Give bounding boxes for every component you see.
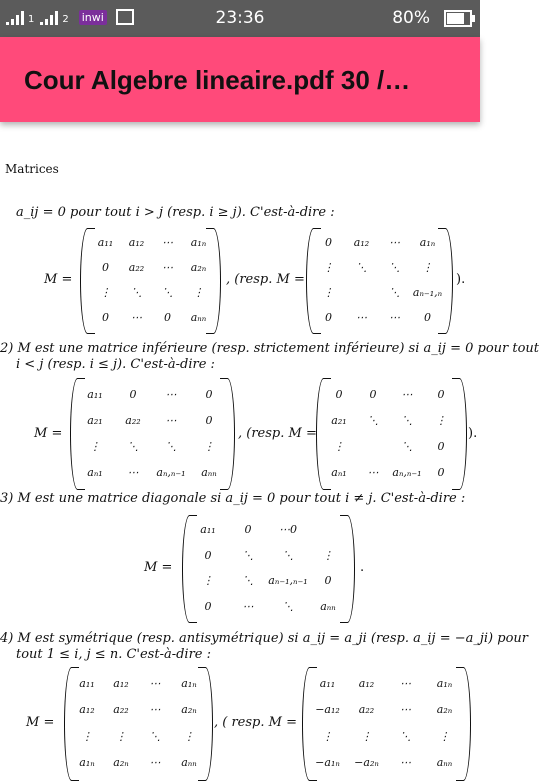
matrix-entry: −a₁ₙ — [315, 756, 340, 770]
matrix-strict-lower — [322, 381, 458, 485]
text-line: a_ij = 0 pour tout i > j (resp. i ≥ j). C'est-à-dire : — [16, 205, 335, 220]
pdf-page[interactable] — [0, 125, 539, 780]
matrix-entry: 0 — [102, 311, 109, 324]
matrix-entry: aₙₙ — [320, 599, 336, 613]
text-line: tout 1 ≤ i, j ≤ n. C'est-à-dire : — [16, 647, 211, 662]
matrix-entry: a₂₁ — [331, 413, 347, 427]
matrix-entry: ⋮ — [322, 548, 334, 562]
matrix-entry: a₁ₙ — [190, 236, 207, 249]
matrix-entry: aₙ,ₙ₋₁ — [392, 465, 422, 479]
matrix-entry: ⋮ — [183, 729, 195, 743]
matrix-entry: a₂ₙ — [190, 261, 207, 274]
matrix-entry: 0 — [325, 311, 332, 324]
close-paren: ). — [456, 272, 466, 287]
app-bar — [0, 37, 480, 122]
matrix-upper — [90, 230, 214, 330]
matrix-entry: ⋱ — [127, 439, 139, 453]
matrix-entry: aₙ₁ — [331, 465, 347, 479]
matrix-entry: ⋮ — [100, 286, 111, 299]
section-heading: Matrices — [5, 162, 59, 176]
text-line: 2) M est une matrice inférieure (resp. strictement inférieure) si a_ij = 0 pour tout — [0, 341, 539, 356]
matrix-entry: aₙₙ — [190, 311, 207, 324]
matrix-entry: 0 — [437, 439, 445, 453]
matrix-entry: 0 — [205, 413, 213, 427]
matrix-entry: ⋯ — [367, 465, 379, 479]
matrix-entry: 0 — [437, 387, 445, 401]
period: . — [360, 560, 365, 575]
matrix-entry: ⋯0 — [279, 523, 297, 537]
matrix-entry: ⋱ — [165, 439, 177, 453]
matrix-label: M = — [144, 560, 173, 575]
matrix-entry: −a₁₂ — [315, 703, 340, 717]
right-paren — [206, 228, 221, 334]
matrix-label: M = — [44, 272, 73, 287]
matrix-entry: ⋯ — [149, 676, 161, 690]
matrix-entry: 0 — [244, 523, 252, 537]
battery-icon — [444, 10, 472, 27]
matrix-entry: ⋱ — [401, 439, 413, 453]
matrix-entry: ⋱ — [401, 413, 413, 427]
matrix-entry: ⋯ — [389, 236, 400, 249]
matrix-entry: a₂ₙ — [436, 703, 453, 717]
matrix-entry: ⋯ — [165, 413, 177, 427]
matrix-entry: a₁ₙ — [419, 236, 436, 249]
matrix-entry: a₁₁ — [87, 387, 103, 401]
matrix-entry: ⋱ — [389, 261, 400, 274]
matrix-entry: ⋯ — [162, 261, 173, 274]
matrix-entry: ⋯ — [400, 676, 411, 690]
matrix-entry: a₁₂ — [358, 676, 375, 690]
matrix-diagonal — [188, 517, 348, 619]
matrix-entry: aₙ₋₁,ₙ₋₁ — [268, 574, 308, 588]
matrix-entry: ⋱ — [389, 286, 400, 299]
matrix-entry: ⋮ — [333, 439, 345, 453]
matrix-entry: 0 — [102, 261, 109, 274]
matrix-entry: ⋯ — [401, 387, 413, 401]
matrix-antisymmetric — [308, 670, 464, 776]
matrix-entry: aₙ,ₙ₋₁ — [156, 465, 186, 479]
matrix-entry: ⋮ — [439, 729, 450, 743]
matrix-entry: ⋱ — [162, 286, 173, 299]
matrix-entry: aₙ₋₁,ₙ — [412, 286, 443, 299]
text-line: 3) M est une matrice diagonale si a_ij = 0 pour tout i ≠ j. C'est-à-dire : — [0, 491, 466, 506]
matrix-entry: a₁₁ — [200, 523, 216, 537]
matrix-entry: ⋮ — [193, 286, 204, 299]
matrix-entry: a₂ₙ — [113, 756, 129, 770]
matrix-label: M = — [34, 426, 63, 441]
matrix-entry: a₁₂ — [353, 236, 370, 249]
matrix-entry: aₙ₁ — [87, 465, 103, 479]
matrix-entry: ⋱ — [367, 413, 379, 427]
matrix-entry: ⋯ — [165, 387, 177, 401]
matrix-entry: ⋱ — [400, 729, 411, 743]
matrix-strict-upper — [312, 230, 444, 330]
clock: 23:36 — [215, 8, 265, 28]
matrix-symmetric — [70, 670, 206, 776]
matrix-entry: aₙₙ — [436, 756, 453, 770]
status-bar — [0, 0, 480, 37]
matrix-entry: ⋮ — [323, 261, 334, 274]
resp-label: , ( resp. M = — [214, 715, 297, 730]
sim2-label: 2 — [62, 14, 69, 25]
matrix-entry: ⋮ — [422, 261, 433, 274]
matrix-entry: 0 — [437, 465, 445, 479]
close-paren: ). — [468, 426, 478, 441]
matrix-entry: a₂₂ — [125, 413, 141, 427]
matrix-entry: a₂₂ — [113, 703, 129, 717]
matrix-entry: ⋯ — [149, 703, 161, 717]
right-paren — [340, 515, 355, 623]
matrix-entry: ⋯ — [389, 311, 400, 324]
document-title[interactable]: Cour Algebre lineaire.pdf 30 /… — [24, 65, 411, 95]
matrix-entry: a₁₁ — [319, 676, 336, 690]
matrix-entry: 0 — [325, 236, 332, 249]
matrix-lower — [76, 381, 228, 485]
matrix-entry: aₙₙ — [181, 756, 197, 770]
matrix-entry: ⋱ — [242, 548, 254, 562]
matrix-entry: 0 — [164, 311, 171, 324]
resp-label: , (resp. M = — [226, 272, 305, 287]
matrix-entry: ⋮ — [361, 729, 372, 743]
matrix-entry: a₂₂ — [128, 261, 145, 274]
matrix-entry: 0 — [335, 387, 343, 401]
text-line: 4) M est symétrique (resp. antisymétrique) si a_ij = a_ji (resp. a_ij = −a_ji) pour — [0, 631, 528, 646]
matrix-entry: ⋱ — [282, 599, 294, 613]
matrix-entry: ⋮ — [81, 729, 93, 743]
matrix-entry: a₁ₙ — [79, 756, 95, 770]
matrix-entry: a₁₂ — [113, 676, 129, 690]
battery-percent: 80% — [392, 8, 430, 28]
right-paren — [220, 378, 235, 490]
matrix-entry: aₙₙ — [201, 465, 217, 479]
matrix-entry: ⋮ — [203, 439, 215, 453]
matrix-entry: ⋮ — [202, 574, 214, 588]
right-paren — [452, 378, 467, 490]
matrix-entry: ⋯ — [400, 756, 411, 770]
sim1-label: 1 — [28, 14, 35, 25]
matrix-entry: a₂₁ — [87, 413, 103, 427]
matrix-entry: ⋯ — [127, 465, 139, 479]
matrix-entry: −a₂ₙ — [354, 756, 379, 770]
resp-label: , (resp. M = — [238, 426, 317, 441]
carrier-badge: inwi — [79, 10, 107, 25]
matrix-entry: ⋯ — [242, 599, 254, 613]
matrix-entry: a₁₂ — [79, 703, 95, 717]
matrix-entry: ⋮ — [435, 413, 447, 427]
matrix-entry: a₁ₙ — [181, 676, 197, 690]
matrix-entry: a₁ₙ — [436, 676, 453, 690]
matrix-entry: 0 — [424, 311, 431, 324]
matrix-entry: ⋱ — [149, 729, 161, 743]
matrix-entry: ⋮ — [89, 439, 101, 453]
matrix-entry: ⋯ — [131, 311, 142, 324]
matrix-entry: ⋮ — [323, 286, 334, 299]
matrix-entry: a₂ₙ — [181, 703, 197, 717]
matrix-entry: ⋯ — [162, 236, 173, 249]
matrix-entry: ⋱ — [356, 261, 367, 274]
matrix-entry: 0 — [369, 387, 377, 401]
matrix-entry: a₁₁ — [79, 676, 95, 690]
text-line: i < j (resp. i ≤ j). C'est-à-dire : — [16, 357, 215, 372]
right-paren — [198, 667, 213, 781]
matrix-entry: ⋯ — [356, 311, 367, 324]
matrix-entry: 0 — [204, 599, 212, 613]
matrix-entry: 0 — [205, 387, 213, 401]
matrix-entry: 0 — [129, 387, 137, 401]
right-paren — [456, 667, 471, 781]
matrix-entry: 0 — [204, 548, 212, 562]
matrix-entry: ⋮ — [115, 729, 127, 743]
matrix-entry: ⋯ — [149, 756, 161, 770]
matrix-entry: a₁₂ — [128, 236, 145, 249]
matrix-entry: a₂₂ — [358, 703, 375, 717]
right-paren — [438, 228, 453, 334]
matrix-entry: ⋯ — [400, 703, 411, 717]
matrix-entry: ⋱ — [242, 574, 254, 588]
matrix-entry: a₁₁ — [97, 236, 114, 249]
matrix-entry: ⋱ — [282, 548, 294, 562]
matrix-entry: ⋮ — [322, 729, 333, 743]
matrix-entry: 0 — [324, 574, 332, 588]
matrix-label: M = — [26, 715, 55, 730]
matrix-entry: ⋱ — [131, 286, 142, 299]
